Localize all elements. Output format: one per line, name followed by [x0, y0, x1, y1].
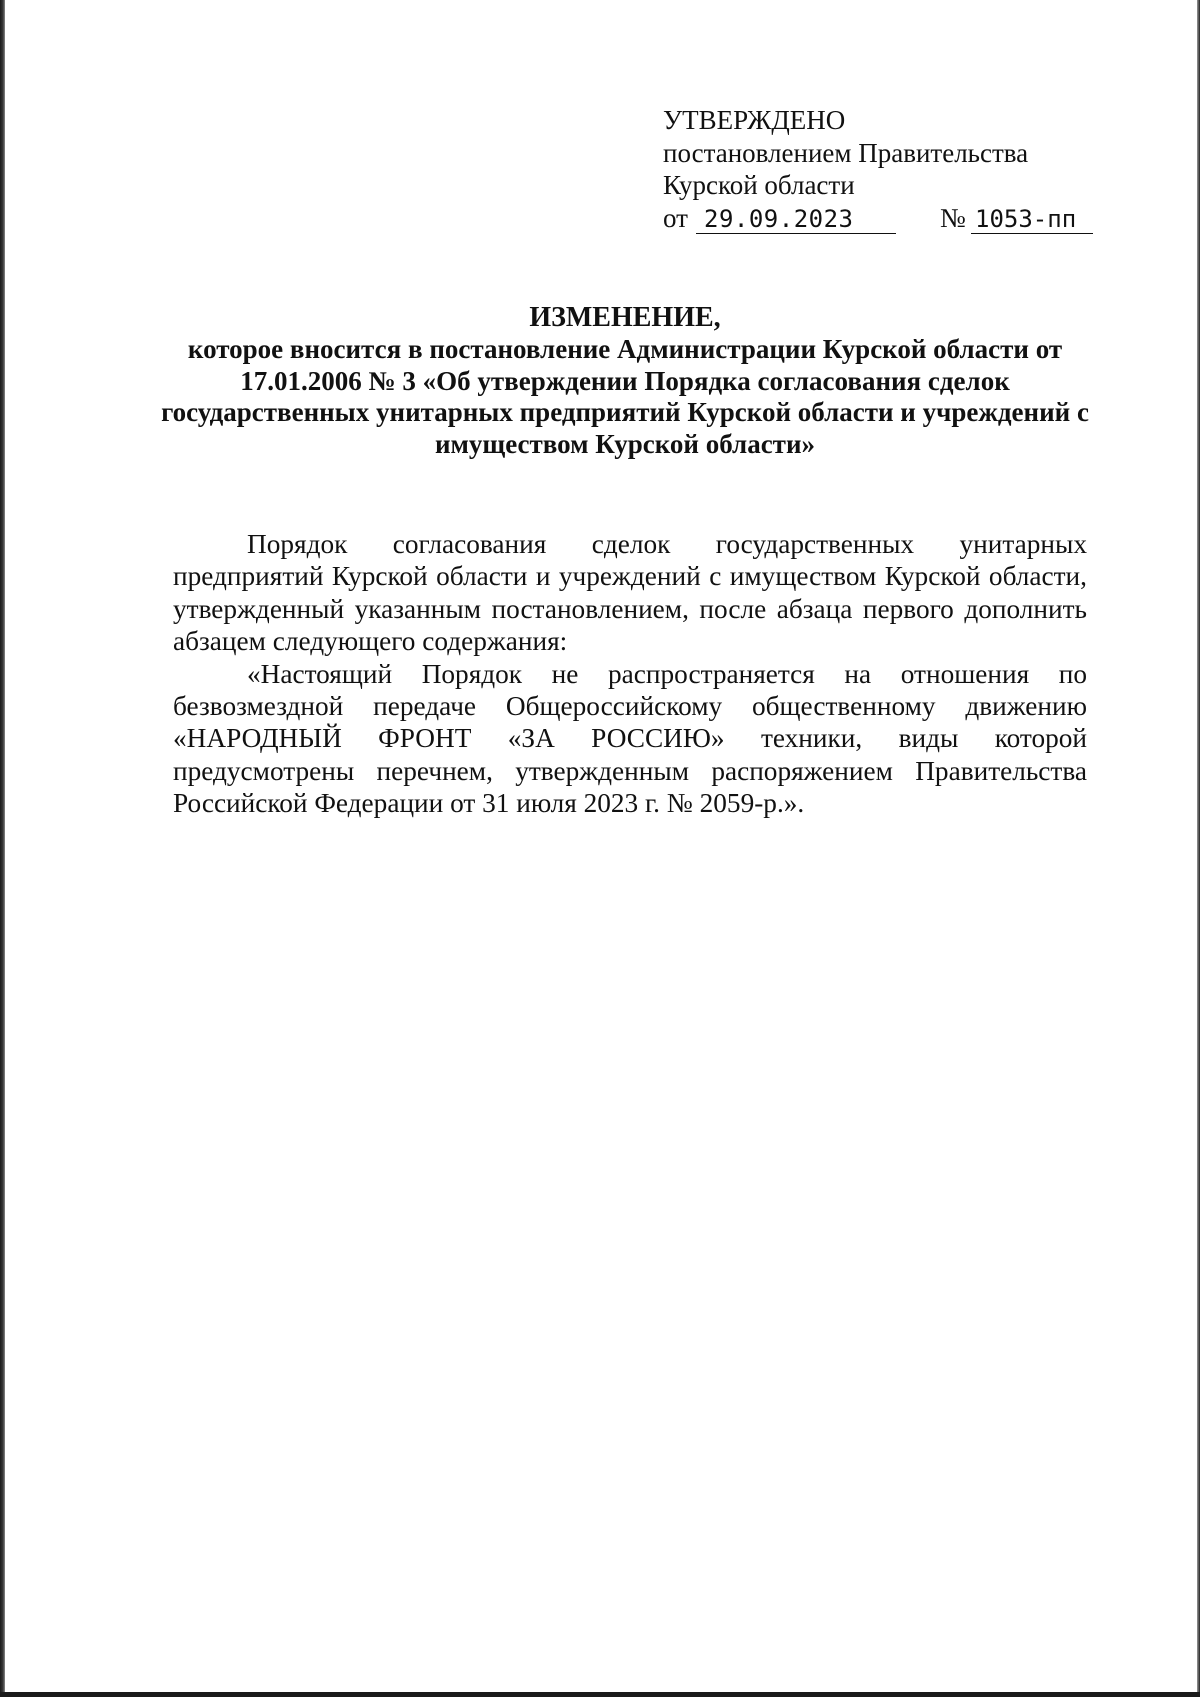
document-title: ИЗМЕНЕНИЕ, — [529, 302, 721, 333]
body-paragraph: Порядок согласования сделок государственных унитарных предприятий Курской области и учреждений с имуществом Курской области, утвержденный указанным постановлением, после абзаца первого дополнить абзацем следующего содержания: — [173, 529, 1087, 657]
approval-date-number-line — [663, 202, 1093, 238]
document-subtitle: которое вносится в постановление Администрации Курской области от 17.01.2006 № 3 «Об утверждении Порядка согласования сделок государственных унитарных предприятий Курской области и учреждений с имуществом Курской области» — [161, 334, 1089, 459]
decree-number-field: 1053-пп — [971, 205, 1093, 234]
approval-stamp-block — [663, 104, 1093, 238]
from-label: от — [663, 202, 688, 233]
decree-date-field: 29.09.2023 — [696, 205, 896, 234]
scan-border-bottom — [0, 1692, 1200, 1697]
approved-label: УТВЕРЖДЕНО — [663, 105, 846, 135]
document-heading — [160, 302, 1090, 460]
body-paragraph-quote: «Настоящий Порядок не распространяется на отношения по безвозмездной передаче Общероссийскому общественному движению «НАРОДНЫЙ ФРОНТ «ЗА РОССИЮ» техники, виды которой предусмотрены перечнем, утвержденным распоряжением Правительства Российской Федерации от 31 июля 2023 г. № 2059-р.». — [173, 658, 1087, 819]
approval-decree-line: постановлением Правительства — [663, 137, 1029, 168]
approval-region-line: Курской области — [663, 170, 855, 200]
scan-border-left — [0, 0, 5, 1697]
document-body — [173, 528, 1087, 820]
number-sign: № — [940, 202, 966, 233]
